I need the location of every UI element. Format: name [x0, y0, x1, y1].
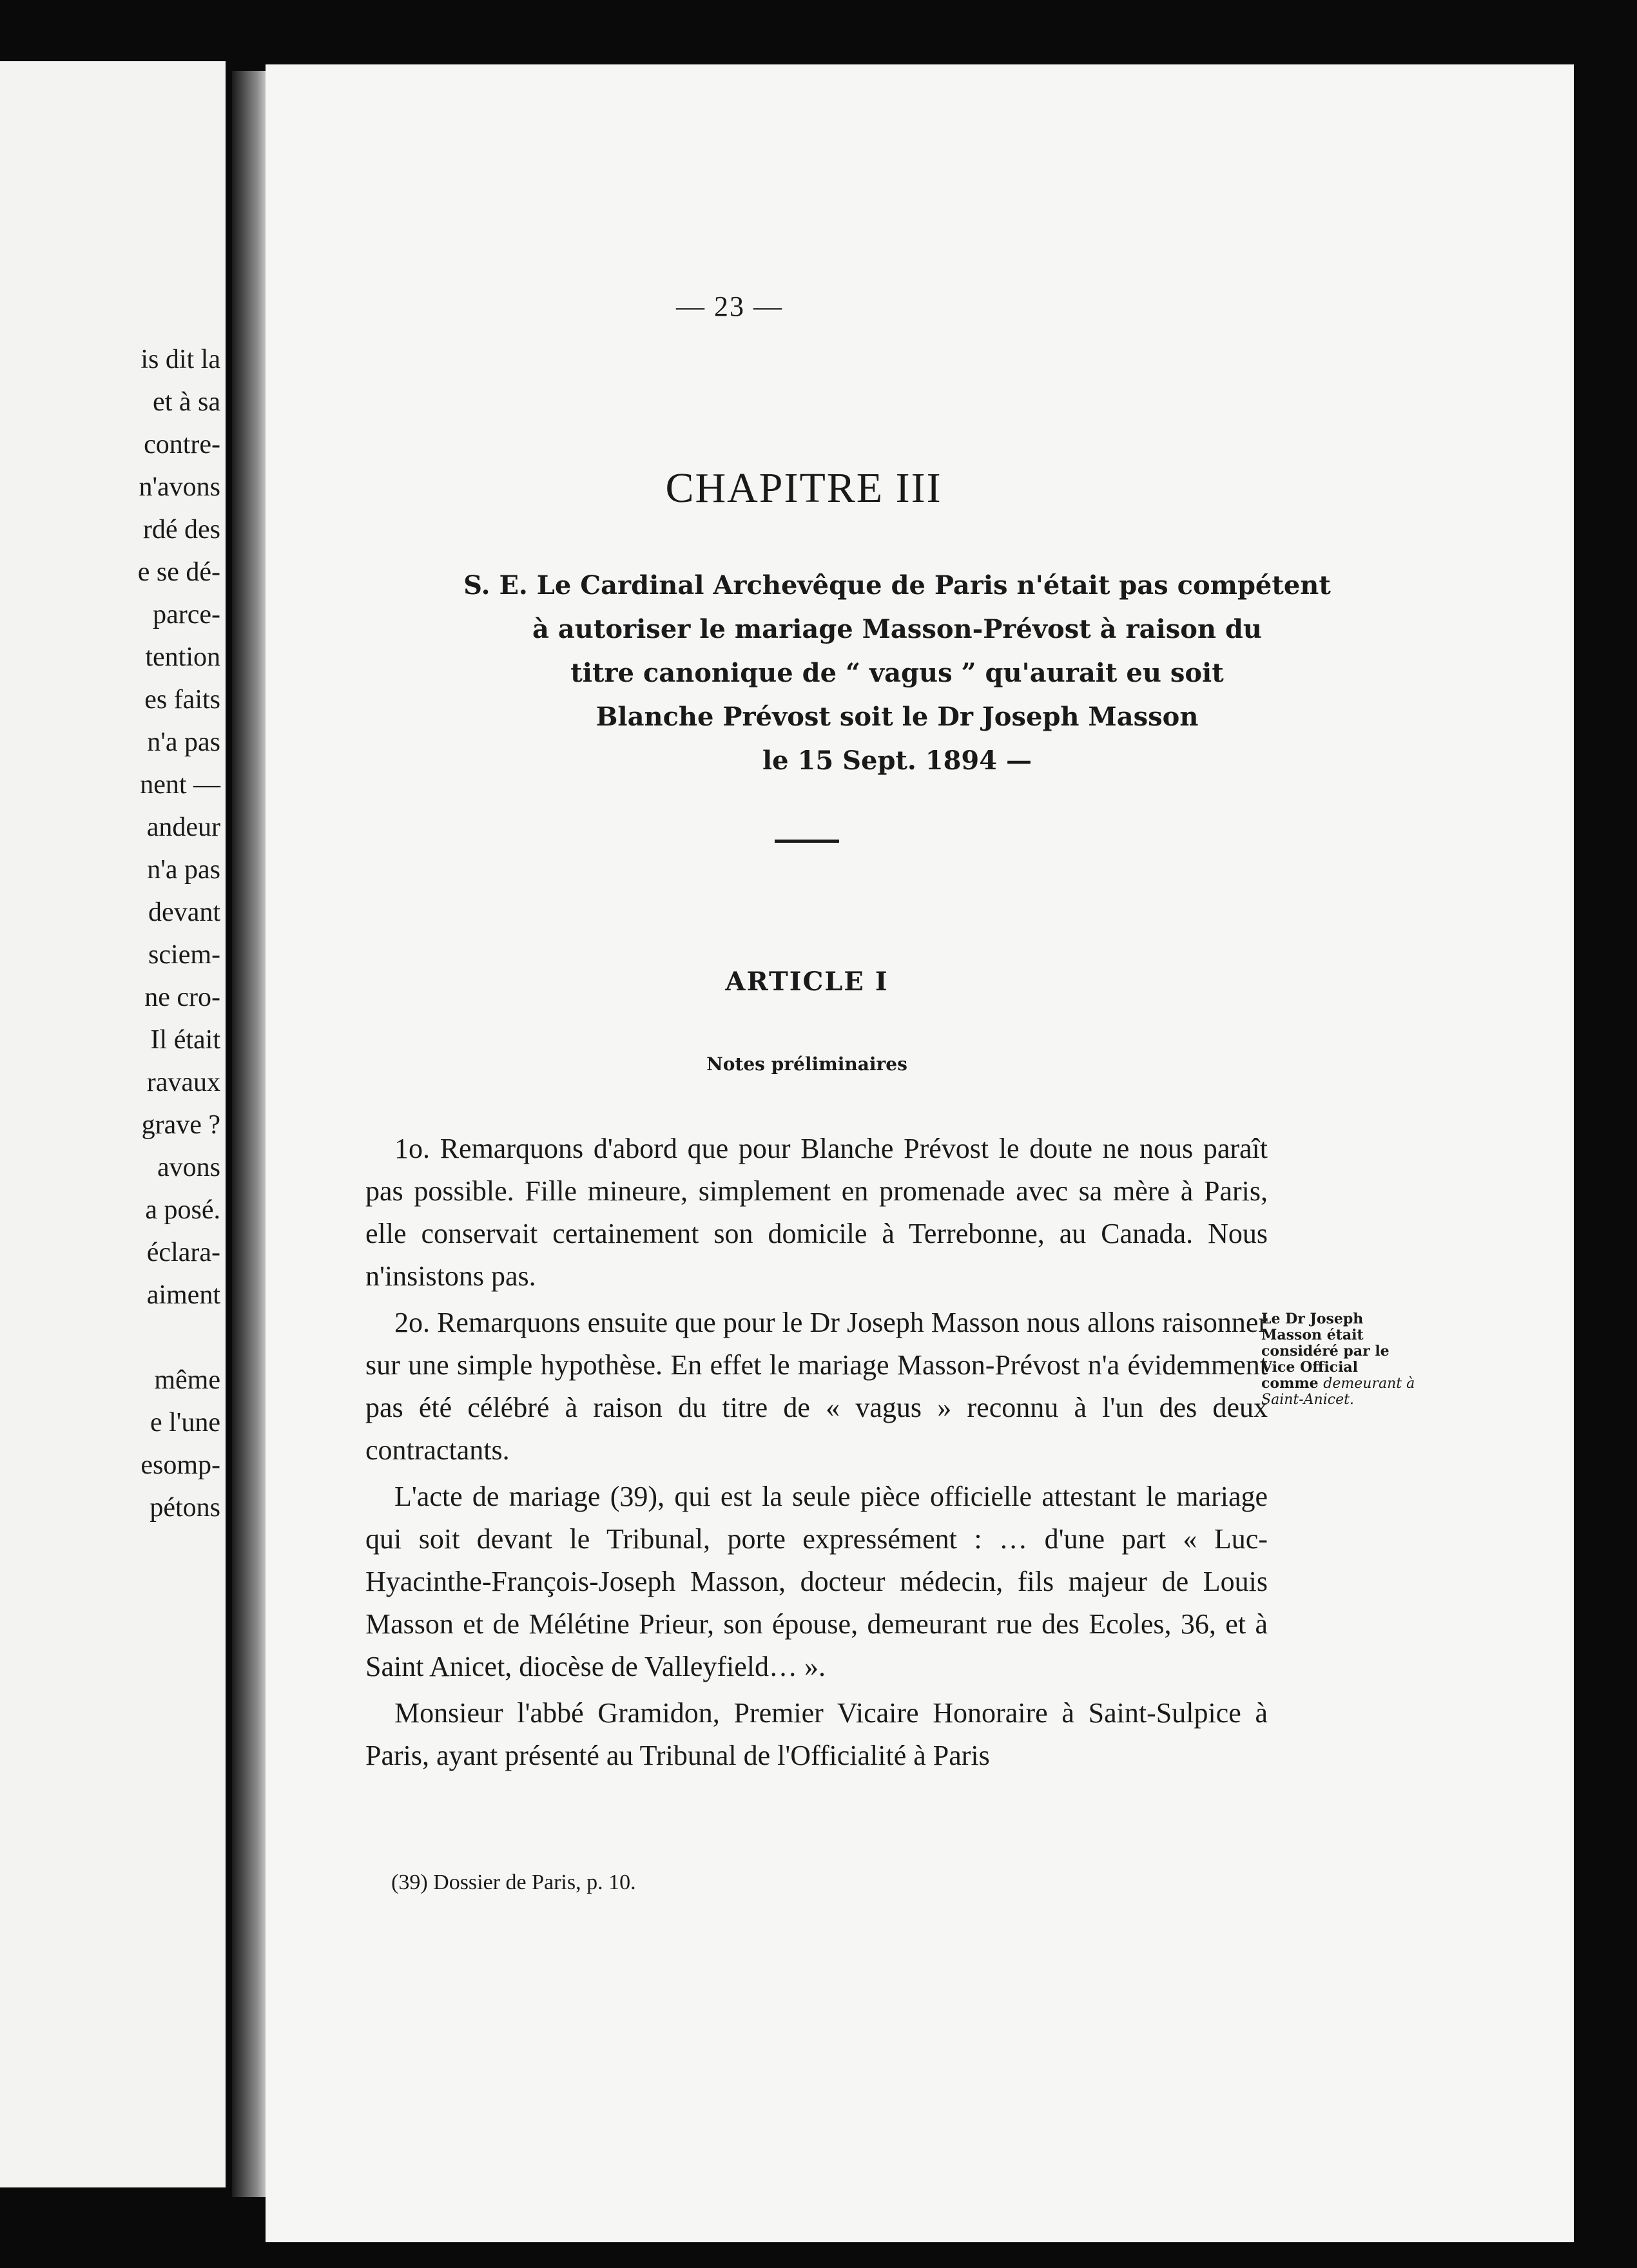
previous-page-line: devant — [148, 898, 220, 927]
previous-page-line: même — [154, 1365, 220, 1395]
previous-page-line: contre- — [144, 430, 220, 459]
paragraph: 2o. Remarquons ensuite que pour le Dr Joseph Masson nous allons raisonner sur une simple hypothèse. En effet le mariage Masson-Prévost n'a évidemment pas été célébré à raison du titre de « vagus » reconnu à l'un des deux contractants. — [365, 1307, 1268, 1466]
previous-page-line: aiment — [146, 1280, 220, 1310]
previous-page-line: avons — [157, 1153, 220, 1182]
footnote: (39) Dossier de Paris, p. 10. — [391, 1870, 636, 1894]
chapter-subtitle — [356, 564, 1438, 783]
previous-page-line: es faits — [144, 685, 220, 715]
previous-page-line: e se dé- — [137, 557, 220, 587]
subtitle-line: à autoriser le mariage Masson-Prévost à raison du — [532, 614, 1262, 644]
previous-page-line: ne cro- — [144, 983, 220, 1012]
subtitle-line: Blanche Prévost soit le Dr Joseph Masson — [596, 702, 1199, 732]
book-page — [266, 64, 1574, 2242]
page-number: — 23 — — [676, 291, 783, 322]
previous-page-line: ravaux — [146, 1068, 220, 1097]
previous-page-line: n'avons — [139, 472, 220, 502]
previous-page-line: e l'une — [150, 1408, 220, 1437]
previous-page-line: a posé. — [145, 1195, 220, 1225]
paragraph: Monsieur l'abbé Gramidon, Premier Vicaire Honoraire à Saint-Sulpice à Paris, ayant présenté au Tribunal de l'Officialité à Paris — [365, 1697, 1268, 1771]
previous-page-line: n'a pas — [147, 855, 220, 885]
previous-page-line: et à sa — [153, 387, 220, 417]
previous-page-line: grave ? — [141, 1110, 220, 1140]
previous-page-line — [138, 1316, 220, 1359]
previous-page-line: tention — [145, 642, 220, 672]
subtitle-line: le 15 Sept. 1894 — — [762, 745, 1032, 776]
section-divider — [775, 840, 839, 843]
previous-page-line: parce- — [153, 600, 220, 629]
previous-page-fragment — [0, 61, 226, 2187]
margin-note — [1261, 1311, 1416, 1408]
previous-page-line: Il était — [150, 1025, 220, 1055]
chapter-title: CHAPITRE III — [665, 465, 942, 512]
paragraph: L'acte de mariage (39), qui est la seule pièce officielle attestant le mariage qui soit devant le Tribunal, porte expressément : … d'une part « Luc-Hyacinthe-François-Joseph Masson, docteur médecin, fils majeur de Louis Masson et de Mélétine Prieur, son épouse, demeurant rue des Ecoles, 36, et à Saint Anicet, diocèse de Valleyfield… ». — [365, 1481, 1268, 1682]
subtitle-line: titre canonique de “ vagus ” qu'aurait eu soit — [570, 658, 1224, 688]
previous-page-line: nent — — [140, 770, 220, 800]
paragraph: 1o. Remarquons d'abord que pour Blanche Prévost le doute ne nous paraît pas possible. Fille mineure, simplement en promenade avec sa mère à Paris, elle conservait certainement son domicile à Terrebonne, au Canada. Nous n'insistons pas. — [365, 1133, 1268, 1292]
book-gutter — [232, 71, 267, 2197]
previous-page-line: esomp- — [140, 1450, 220, 1480]
margin-note-italic: demeurant à Saint-Anicet. — [1261, 1376, 1415, 1408]
previous-page-line: sciem- — [148, 940, 220, 970]
previous-page-line: is dit la — [140, 345, 220, 374]
notes-heading: Notes préliminaires — [706, 1053, 907, 1075]
article-heading: ARTICLE I — [725, 966, 889, 997]
previous-page-text — [138, 338, 220, 1529]
margin-note-bold: Le Dr Joseph Masson était considéré par le Vice Official comme — [1261, 1311, 1390, 1392]
previous-page-line: éclara- — [146, 1238, 220, 1267]
previous-page-line: andeur — [146, 812, 220, 842]
previous-page-line: n'a pas — [147, 727, 220, 757]
subtitle-line: S. E. Le Cardinal Archevêque de Paris n'était pas compétent — [463, 570, 1331, 601]
body-text — [365, 1128, 1268, 1781]
previous-page-line: rdé des — [142, 515, 220, 544]
previous-page-line: pétons — [150, 1493, 220, 1523]
